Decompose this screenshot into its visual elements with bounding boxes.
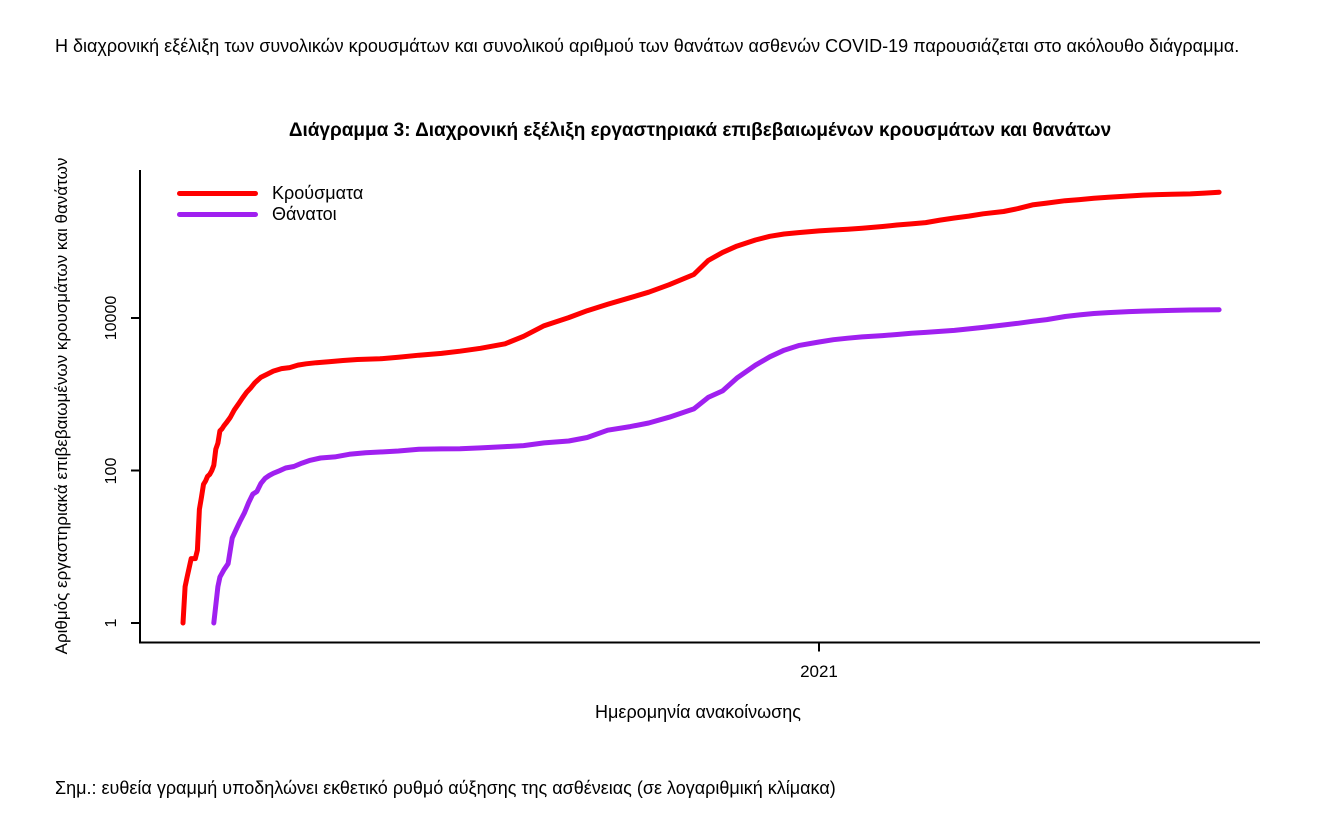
legend-row xyxy=(177,204,363,225)
series-line-Κρούσματα xyxy=(183,192,1219,623)
legend-label: Κρούσματα xyxy=(272,183,364,203)
legend-label: Θάνατοι xyxy=(272,204,337,224)
footnote: Σημ.: ευθεία γραμμή υποδηλώνει εκθετικό ρυθμό αύξησης της ασθένειας (σε λογαριθμική κλίμακα) xyxy=(55,778,836,798)
legend-row xyxy=(177,183,363,204)
report-page: Η διαχρονική εξέλιξη των συνολικών κρουσμάτων και συνολικού αριθμού των θανάτων ασθενών COVID-19 παρουσιάζεται στο ακόλουθο διάγραμμα. Διάγραμμα 3: Διαχρονική εξέλιξη εργαστηριακά επιβεβαιωμένων κρουσμάτων και θανάτων Κρούσματα Θάνατοι 1 100 10000 2021 Αριθμός εργαστηριακά επιβεβαιωμένων κρουσμάτων και θανάτων Ημερομηνία ανακοίνωσης Σημ.: ευθεία γραμμή υποδηλώνει εκθετικό ρυθμό αύξησης της ασθένειας (σε λογαριθμική κλίμακα) xyxy=(0,0,1332,814)
chart-title: Διάγραμμα 3: Διαχρονική εξέλιξη εργαστηριακά επιβεβαιωμένων κρουσμάτων και θανάτων xyxy=(288,120,1112,141)
x-tick-label: 2021 xyxy=(800,662,838,681)
chart-legend xyxy=(177,183,363,225)
legend-line-swatch xyxy=(177,212,258,217)
x-axis-title: Ημερομηνία ανακοίνωσης xyxy=(595,702,801,722)
intro-paragraph: Η διαχρονική εξέλιξη των συνολικών κρουσμάτων και συνολικού αριθμού των θανάτων ασθενών COVID-19 παρουσιάζεται στο ακόλουθο διάγραμμα. xyxy=(55,36,1240,56)
legend-line-swatch xyxy=(177,191,258,196)
